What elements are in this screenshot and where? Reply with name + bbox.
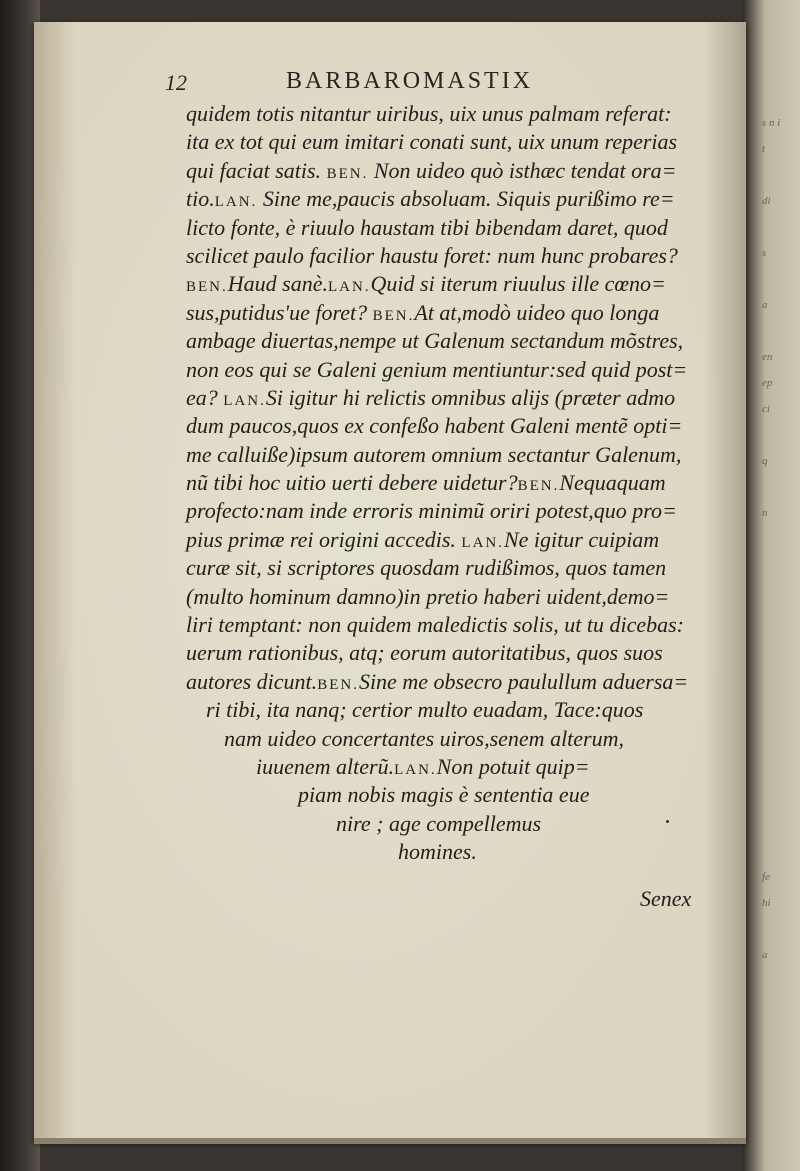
body-text: [186, 100, 706, 867]
page-number: 12: [165, 70, 187, 95]
running-title: BARBAROMASTIX: [286, 68, 534, 94]
facing-page-fragment: [762, 630, 800, 656]
speaker-label: BEN.: [317, 676, 359, 693]
text-segment: pius primæ rei origini accedis.: [186, 526, 462, 552]
text-segment: me calluiße)ipsum autorem omnium sectantur Galenum,: [186, 441, 682, 467]
facing-page-fragment: hi: [762, 897, 771, 909]
text-segment: ita ex tot qui eum imitari conati sunt, uix unum reperias: [186, 129, 678, 155]
facing-page-fragment: [762, 266, 800, 292]
text-segment: curæ sit, si scriptores quosdam rudißimos, quos tamen: [186, 555, 667, 581]
text-line: [186, 753, 706, 781]
facing-page-fragment: [762, 708, 800, 734]
text-segment: ea?: [186, 384, 224, 410]
facing-page-fragment: [762, 214, 800, 240]
facing-page-fragment: ci: [762, 403, 770, 415]
text-segment: Non potuit quip=: [436, 753, 590, 779]
text-line: [186, 668, 706, 696]
facing-page-fragment: a: [762, 949, 768, 961]
facing-page-fragment: [762, 526, 800, 552]
text-segment: Ne igitur cuipiam: [503, 526, 660, 552]
text-line: [186, 725, 706, 753]
facing-page-fragment: [762, 838, 800, 864]
page-bottom-edge: [34, 1138, 746, 1144]
text-line: [186, 185, 706, 213]
facing-page-fragment: [762, 812, 800, 838]
speaker-label: LAN.: [394, 761, 437, 778]
speaker-label: BEN.: [372, 307, 415, 324]
speaker-label: LAN.: [461, 534, 504, 551]
facing-page-fragment: [762, 760, 800, 786]
speaker-label: BEN.: [517, 478, 560, 495]
text-segment: dum paucos,quos ex confeßo habent Galeni mentẽ opti=: [186, 413, 683, 439]
facing-page-fragment: [762, 604, 800, 630]
text-segment: Non uideo quò isthæc tendat ora=: [368, 157, 677, 183]
text-segment: Nequaquam: [559, 470, 666, 496]
text-segment: Quid si iterum riuulus ille cœno=: [370, 271, 666, 297]
text-line: [186, 469, 706, 497]
text-segment: iuuenem alterũ.: [256, 753, 395, 779]
text-line: [186, 611, 706, 639]
facing-page-fragment: n: [762, 507, 768, 519]
text-line: [186, 128, 706, 156]
facing-page-fragment: [762, 552, 800, 578]
facing-page-fragment: [762, 786, 800, 812]
speaker-label: LAN.: [327, 279, 371, 296]
facing-page-fragment: en: [762, 351, 773, 363]
facing-page-fragment: s n i: [762, 117, 781, 129]
text-line: [186, 497, 706, 525]
facing-page-fragment: s: [762, 247, 767, 259]
text-segment: Si igitur hi relictis omnibus alijs (præter admo: [265, 384, 676, 410]
facing-page-fragment: ep: [762, 377, 773, 389]
text-segment: Haud sanè.: [227, 271, 328, 297]
facing-page-fragment: [762, 734, 800, 760]
text-segment: nire ; age compellemus: [336, 810, 542, 836]
text-line: [186, 384, 706, 412]
text-segment: nam uideo concertantes uiros,senem alterum,: [224, 725, 625, 751]
text-line: [186, 242, 706, 270]
speaker-label: BEN.: [186, 279, 228, 296]
speaker-label: LAN.: [223, 392, 266, 409]
text-line: [186, 838, 706, 866]
text-segment: profecto:nam inde erroris minimũ oriri potest,quo pro=: [186, 498, 677, 524]
text-segment: tio.: [186, 186, 215, 212]
facing-page-fragment: q: [762, 455, 768, 467]
text-segment: uerum rationibus, atq; eorum autoritatibus, quos suos: [186, 640, 663, 666]
text-segment: At at,modò uideo quo longa: [414, 299, 660, 325]
text-line: [186, 696, 706, 724]
text-line: [186, 270, 706, 298]
text-segment: scilicet paulo facilior haustu foret: num hunc probares?: [186, 242, 678, 268]
facing-page-text: [762, 110, 800, 968]
text-segment: sus,putidus'ue foret?: [186, 299, 373, 325]
text-segment: (multo hominum damno)in pretio haberi uident,demo=: [186, 583, 670, 609]
facing-page-fragment: t: [762, 143, 766, 155]
text-line: [186, 327, 706, 355]
text-line: [186, 781, 706, 809]
text-segment: ri tibi, ita nanq; certior multo euadam, Tace:quos: [206, 697, 644, 723]
text-segment: Sine me,paucis absoluam. Siquis purißimo re=: [257, 186, 675, 212]
facing-page-fragment: [762, 422, 800, 448]
text-line: [186, 810, 706, 838]
facing-page-fragment: [762, 162, 800, 188]
facing-page-fragment: [762, 578, 800, 604]
text-segment: autores dicunt.: [186, 668, 318, 694]
text-segment: licto fonte, è riuulo haustam tibi bibendam daret, quod: [186, 214, 668, 240]
text-line: [186, 554, 706, 582]
text-segment: piam nobis magis è sententia eue: [298, 782, 590, 808]
text-line: [186, 412, 706, 440]
text-segment: qui faciat satis.: [186, 157, 327, 183]
facing-page-fragment: [762, 916, 800, 942]
text-line: [186, 639, 706, 667]
text-segment: nũ tibi hoc uitio uerti debere uidetur?: [186, 470, 518, 496]
catchword: Senex: [640, 886, 692, 911]
speaker-label: LAN.: [214, 194, 258, 211]
text-line: [186, 583, 706, 611]
text-segment: Sine me obsecro paulullum aduersa=: [358, 668, 689, 694]
facing-page-fragment: di: [762, 195, 771, 207]
text-line: [186, 299, 706, 327]
text-segment: quidem totis nitantur uiribus, uix unus palmam referat:: [186, 101, 672, 126]
text-line: [186, 100, 706, 128]
text-line: [186, 526, 706, 554]
text-segment: ambage diuertas,nempe ut Galenum sectandum mõstres,: [186, 328, 684, 354]
facing-page-fragment: fe: [762, 871, 770, 883]
facing-page-fragment: a: [762, 299, 768, 311]
text-segment: homines.: [398, 839, 477, 865]
text-segment: liri temptant: non quidem maledictis solis, ut tu dicebas:: [186, 612, 685, 638]
facing-page-fragment: [762, 656, 800, 682]
speaker-label: BEN.: [326, 165, 369, 182]
facing-page-fragment: [762, 474, 800, 500]
ink-speck: [666, 820, 669, 823]
text-line: [186, 214, 706, 242]
text-segment: non eos qui se Galeni genium mentiuntur:sed quid post=: [186, 356, 688, 382]
text-line: [186, 441, 706, 469]
facing-page-fragment: [762, 682, 800, 708]
text-line: [186, 356, 706, 384]
text-line: [186, 157, 706, 185]
facing-page-fragment: [762, 318, 800, 344]
